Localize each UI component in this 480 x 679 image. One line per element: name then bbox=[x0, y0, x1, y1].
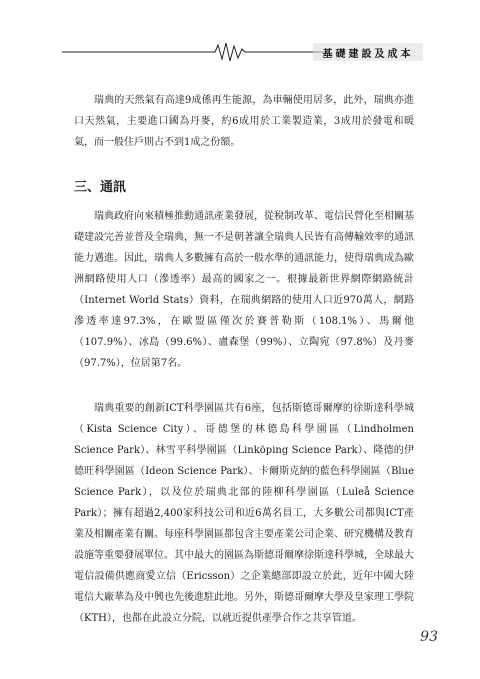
header-title: 基礎建設及成本 bbox=[322, 48, 414, 60]
paragraph-science-parks: 瑞典重要的創新ICT科學園區共有6座，包括斯德哥爾摩的徐斯達科學城（Kista Science City）、哥德堡的林德島科學園區（Lindholmen Science Park）、林雪平科學園區（Linköping Science Park）、隆德的伊德旺科學園區（Ideon Science Park）、卡爾斯克納的藍色科學園區（Blue Science Park），以及位於瑞典北部的陸柳科學園區（Luleå Science Park）；擁有超過2,400家科技公司和近6萬名員工，大多數公司都與ICT產業及相關產業有關。每座科學園區都包含主要產業公司企業、研究機構及教育設施等重要發展單位。其中最大的園區為斯德哥爾摩徐斯達科學城，全球最大電信設備供應商愛立信（Ericsson）之企業總部即設立於此，近年中國大陸電信大廠華為及中興也先後進駐此地。另外，斯德哥爾摩大學及皇家理工學院（KTH），也都在此設立分院，以就近提供產學合作之共享管道。 bbox=[74, 403, 414, 624]
paragraph-natural-gas: 瑞典的天然氣有高達9成係再生能源，為車輛使用居多，此外，瑞典亦進口天然氣，主要進口國為丹麥，約6成用於工業製造業，3成用於發電和暖氣，而一般住戶則占不到1成之份額。 bbox=[74, 95, 414, 148]
page-number: 93 bbox=[420, 629, 438, 645]
running-header bbox=[0, 40, 480, 64]
paragraph-telecom-policy: 瑞典政府向來積極推動通訊產業發展，從稅制改革、電信民營化至相關基礎建設完善並普及全瑞典，無一不是朝著讓全瑞典人民皆有高傳輸效率的通訊能力邁進。因此，瑞典人多數擁有高於一般水準的通訊能力，使得瑞典成為歐洲網路使用人口（滲透率）最高的國家之一。根據最新世界網際網路統計（Internet World Stats）資料，在瑞典網路的使用人口近970萬人，網路滲透率達97.3%，在歐盟區僅次於賽普勒斯（108.1%）、馬爾他（107.9%）、冰島（99.6%）、盧森堡（99%）、立陶宛（97.8%）及丹麥（97.7%），位居第7名。 bbox=[74, 211, 414, 369]
section-heading: 三、通訊 bbox=[74, 180, 127, 195]
